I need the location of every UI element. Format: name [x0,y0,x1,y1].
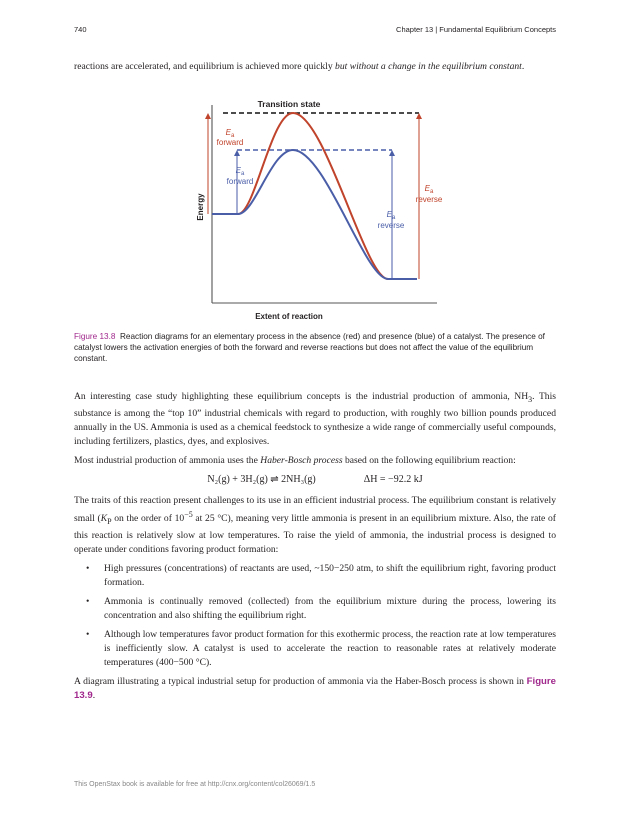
ea-forward-blue-label: $E_a$ [235,166,245,177]
figure-label: Figure 13.8 [74,332,116,341]
ea-reverse-red-label: $E_a$ [424,184,434,195]
chapter-header: Chapter 13 | Fundamental Equilibrium Concepts [396,25,556,34]
reaction-energy-diagram [175,95,455,325]
equation-reaction: N₂(g) + 3H₂(g) ⇌ 2NH₃(g) [207,473,316,485]
setup-paragraph: A diagram illustrating a typical industrial setup for production of ammonia via the Haber-Bosch process is shown in Figure 13.9. [74,676,556,701]
list-item: • High pressures (concentrations) of reactants are used, ~150−250 atm, to shift the equilibrium right, favoring product formation. [86,562,556,590]
intro-paragraph: reactions are accelerated, and equilibrium is achieved more quickly but without a change in the equilibrium constant. [74,61,525,72]
main-text [74,390,556,708]
y-axis-label: Energy [196,193,205,221]
footer: This OpenStax book is available for free at http://cnx.org/content/col26069/1.5 [74,781,316,788]
ea-reverse-red-word: reverse [415,195,443,204]
conditions-list [74,562,556,670]
ea-forward-blue-word: forward [226,177,254,186]
page-number: 740 [74,25,87,34]
haber-bosch-equation [74,473,556,487]
figure-title: Transition state [257,99,321,109]
ea-reverse-blue-word: reverse [377,221,405,230]
ea-forward-red-word: forward [216,138,244,147]
ammonia-paragraph: An interesting case study highlighting these equilibrium concepts is the industrial production of ammonia, $NH_3$. This substance is among the “top 10” industrial chemicals with regard to production, with roughly two billion pounds produced annually in the US. Ammonia is used as a chemical feedstock to synthesize a wide range of commercially useful compounds, including fertilizers, plastics, dyes, and explosives. [74,391,556,447]
ea-forward-red-label: $E_a$ [225,128,235,139]
list-item: • Ammonia is continually removed (collected) from the equilibrium mixture during the process, lowering its concentration and also shifting the equilibrium right. [86,595,556,623]
traits-paragraph: The traits of this reaction present challenges to its use in an efficient industrial process. The equilibrium constant is relatively small ($K_P$ on the order of $10^{-5}$ at 25 °C), meaning very little ammonia is present in an equilibrium mixture. Also, the rate of this reaction is relatively slow at low temperatures. To raise the yield of ammonia, the industrial process is designed to operate under conditions favoring product formation: [74,494,556,555]
figure-13-9-link[interactable]: Figure 13.9 [74,676,556,701]
x-axis-label: Extent of reaction [255,312,323,321]
haber-bosch-paragraph: Most industrial production of ammonia uses the Haber-Bosch process based on the following equilibrium reaction: [74,454,516,466]
equation-delta-h: ΔH = −92.2 kJ [363,473,423,485]
ea-reverse-blue-label: $E_a$ [386,210,396,221]
figure-caption: Figure 13.8 Reaction diagrams for an elementary process in the absence (red) and presence (blue) of a catalyst. The presence of catalyst lowers the activation energies of both the forward and reverse reactions but does not affect the value of the equilibrium constant. [74,332,545,363]
list-item: • Although low temperatures favor product formation for this exothermic process, the reaction rate at low temperatures is inefficiently slow. A catalyst is used to accelerate the reaction to reasonable rates at relatively moderate temperatures (400−500 °C). [86,628,556,670]
